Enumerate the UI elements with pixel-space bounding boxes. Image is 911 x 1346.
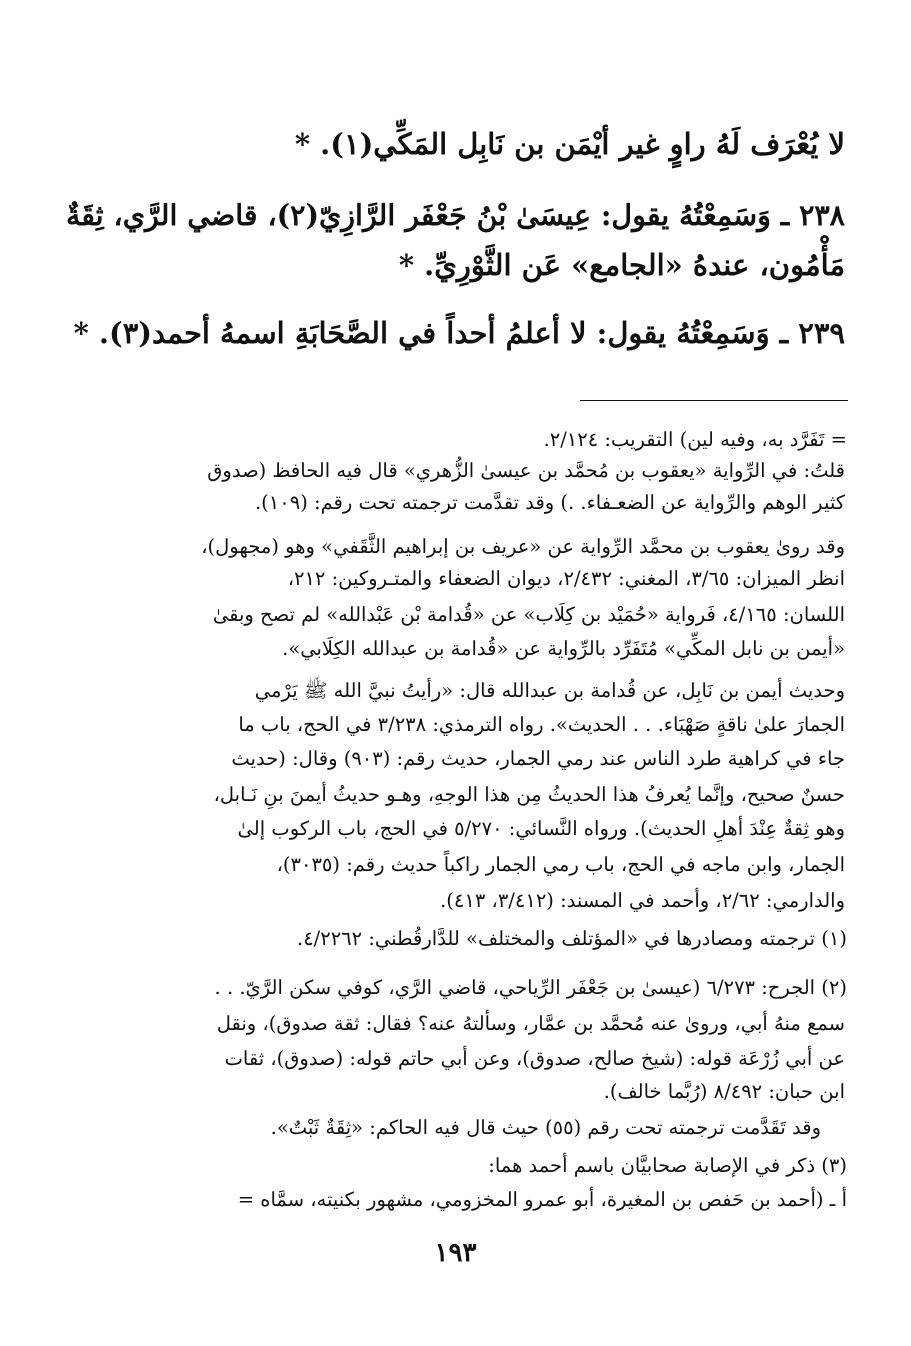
footnote-line: وقد روىٰ يعقوب بن محمَّد الرِّواية عن «عريف بن إبراهيم الثَّقَفي» وهو (مجهول)،: [201, 535, 845, 558]
footnote-line: والدارمي: ٢/٦٢، وأحمد في المسند: (٣/٤١٢، ٤١٣).: [440, 889, 845, 912]
footnote-line: وحديث أيمن بن نَابِل، عن قُدامة بن عبدالله قال: «رأيتُ نبيَّ الله ﷺ يَرْمي: [254, 679, 845, 702]
footnote-2: (٢) الجرح: ٦/٢٧٣ (عيسىٰ بن جَعْفَر الرِّياحي، قاضي الرَّي، كوفي سكن الرَّيّ. . .: [214, 976, 847, 999]
footnote-line: قلتُ: في الرِّواية «يعقوب بن مُحمَّد بن عيسىٰ الزُّهري» قال فيه الحافظ (صدوق: [207, 459, 845, 482]
footnote-line: اللسان: ٤/١٦٥، فَرواية «حُمَيْد بن كِلَاب» عن «قُدامة بْن عَبْدالله» لم تصح وبقىٰ: [212, 603, 845, 626]
footnote-line: وهو ثِقةٌ عِنْدَ أهلِ الحديث). ورواه النَّسائي: ٥/٢٧٠ في الحج، باب الركوب إلىٰ: [237, 817, 845, 840]
footnote-line: كثير الوهم والرِّواية عن الضعـفاء. .) وقد تقدَّمت ترجمته تحت رقم: (١٠٩).: [254, 491, 845, 514]
footnote-line: = تَفَرَّد به، وفيه لين) التقريب: ٢/١٢٤.: [543, 428, 847, 451]
footnote-line: ابن حبان: ٨/٤٩٢ (رُبَّما خالف).: [603, 1080, 845, 1103]
footnote-line: وقد تَقَدَّمت ترجمته تحت رقم (٥٥) حيث قال فيه الحاكم: «ثِقَةٌ ثَبْتٌ».: [270, 1116, 821, 1139]
main-line-1: لا يُعْرَف لَهُ راوٍ غير أيْمَن بن نَابِل المَكِّي(١). *: [294, 127, 845, 161]
entry-238-line-1: ٢٣٨ ـ وَسَمِعْتُهُ يقول: عِيسَىٰ بْنُ جَعْفَر الرَّازِيّ(٢)، قاضي الرَّي، ثِقَةٌ: [65, 198, 845, 232]
footnote-line: الجمارَ علىٰ ناقةٍ صَهْبَاء. . . الحديث». رواه الترمذي: ٣/٢٣٨ في الحج، باب ما: [238, 713, 845, 736]
footnote-line: سمع منهُ أبي، وروىٰ عنه مُحمَّد بن عمَّار، وسألتهُ عنه؟ فقال: ثقة صدوق)، ونقل: [216, 1012, 845, 1035]
footnote-separator: [580, 400, 848, 401]
footnote-line: «أيمن بن نابل المكِّي» مُتَفَرِّد بالرِّواية عن «قُدامة بن عبدالله الكِلَابي».: [282, 637, 845, 660]
page-number: ١٩٣: [434, 1238, 477, 1268]
footnote-line: أ ـ (أحمد بن حَفص بن المغيرة، أبو عمرو المخزومي، مشهور بكنيته، سمَّاه =: [237, 1188, 847, 1211]
entry-238-line-2: مَأْمُون، عندهُ «الجامع» عَن الثَّوْرِيِّ. *: [398, 248, 845, 282]
footnote-3: (٣) ذكر في الإصابة صحابيَّان باسم أحمد هما:: [488, 1154, 847, 1177]
footnote-line: انظر الميزان: ٣/٦٥، المغني: ٢/٤٣٢، ديوان الضعفاء والمتـروكين: ٢١٢،: [287, 567, 845, 590]
entry-239: ٢٣٩ ـ وَسَمِعْتُهُ يقول: لا أعلمُ أحداً في الصَّحَابَةِ اسمهُ أحمد(٣). *: [73, 316, 845, 350]
footnote-1: (١) ترجمته ومصادرها في «المؤتلف والمختلف» للدَّارقُطني: ٤/٢٢٦٢.: [296, 927, 847, 950]
footnote-line: جاء في كراهية طرد الناس عند رمي الجمار، حديث رقم: (٩٠٣) وقال: (حديث: [231, 747, 845, 770]
footnote-line: عن أبي زُرْعَة قوله: (شيخ صالح، صدوق)، وعن أبي حاتم قوله: (صدوق)، ثقات: [224, 1047, 845, 1070]
footnote-line: الجمار، وابن ماجه في الحج، باب رمي الجمار راكباً حديث رقم: (٣٠٣٥)،: [276, 853, 845, 876]
footnote-line: حسنٌ صحيح، وإنَّما يُعرفُ هذا الحديثُ مِن هذا الوجهِ، وهـو حديثُ أيمنَ بنِ نَـابل،: [213, 783, 845, 806]
